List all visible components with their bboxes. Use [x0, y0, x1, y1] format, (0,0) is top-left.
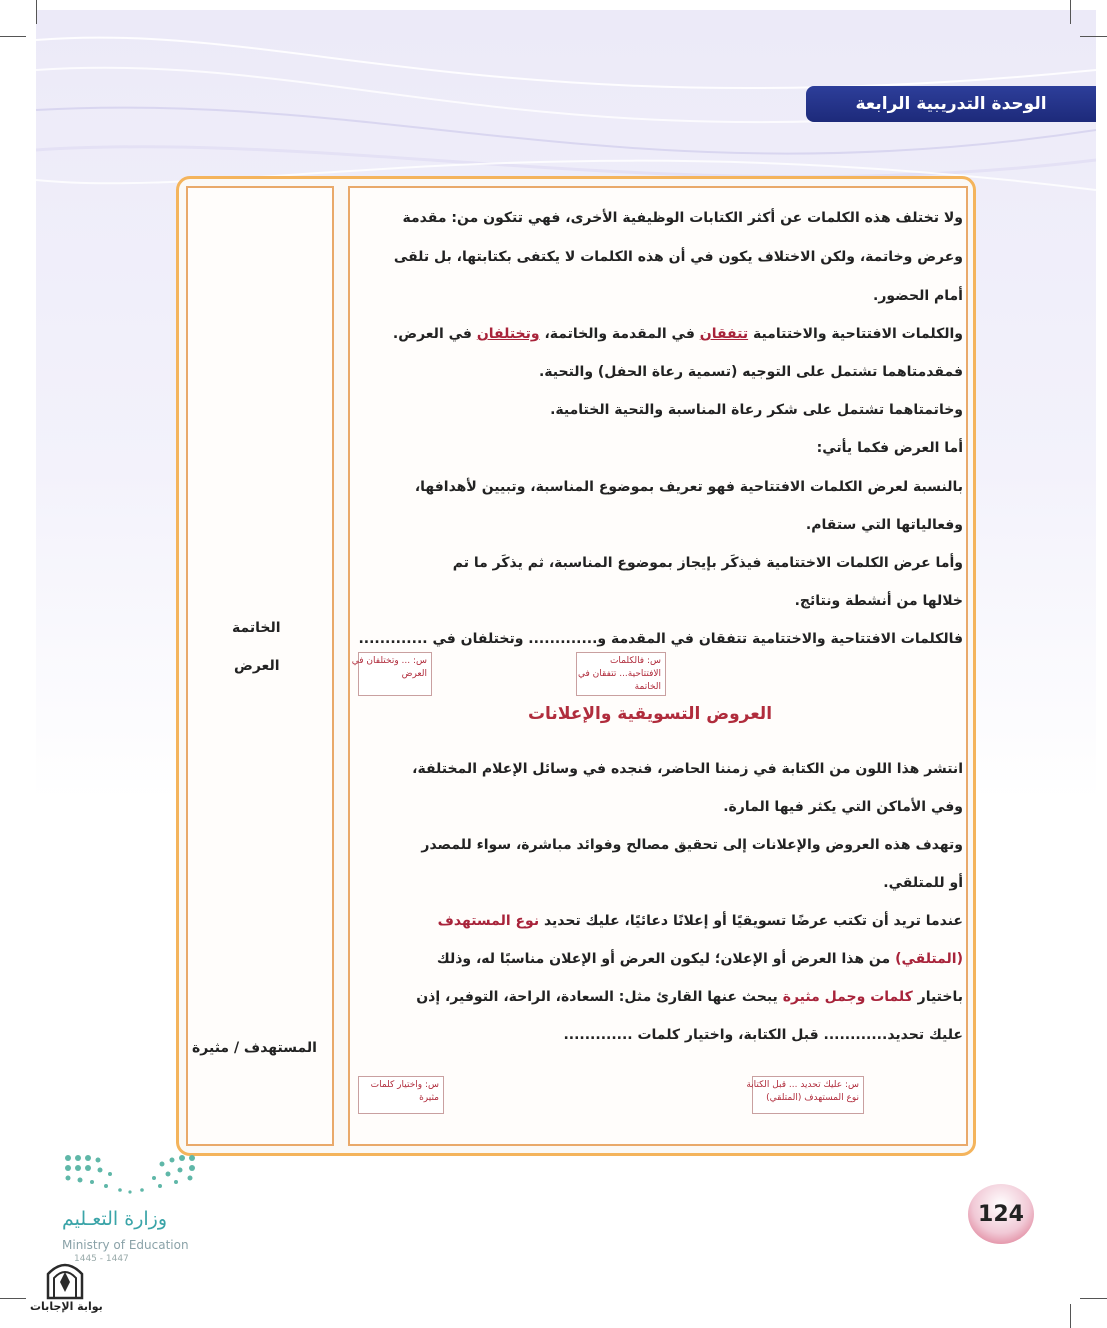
crop-mark	[1080, 1298, 1107, 1299]
exercise-line: عليك تحديد............ قبل الكتابة، واختيار كلمات .............	[563, 1027, 963, 1043]
text-line: ولا تختلف هذه الكلمات عن أكثر الكتابات الوظيفية الأخرى، فهي تتكون من: مقدمة	[402, 210, 963, 226]
note-line: مثيرة	[419, 1093, 439, 1103]
ministry-name-english: Ministry of Education	[62, 1238, 189, 1252]
text-span: باختيار	[912, 989, 963, 1005]
crop-mark	[1070, 1304, 1071, 1328]
text-line: وفعالياتها التي ستقام.	[805, 517, 963, 533]
text-line: فمقدمتاهما تشتمل على التوجيه (تسمية رعاة الحفل) والتحية.	[538, 364, 963, 380]
text-span: عندما تريد أن تكتب عرضًا تسويقيًا أو إعلانًا دعائيًا، عليك تحديد	[539, 913, 963, 929]
crop-mark	[0, 36, 26, 37]
text-line: انتشر هذا اللون من الكتابة في زمننا الحاضر، فنجده في وسائل الإعلام المختلفة،	[412, 761, 963, 777]
note-line: الافتتاحية... تتفقان في	[578, 669, 661, 679]
note-line: العرض	[401, 669, 427, 679]
answer-target: المستهدف / مثيرة	[192, 1040, 317, 1056]
answer-body: العرض	[234, 658, 280, 674]
answer-note	[746, 1076, 864, 1114]
exercise-line: فالكلمات الافتتاحية والاختتامية تتفقان في المقدمة و............. وتختلفان في .............	[358, 631, 963, 647]
answer-note	[576, 652, 666, 696]
text-line: وأما عرض الكلمات الاختتامية فيذكَر بإيجاز بموضوع المناسبة، ثم يذكَر ما تم	[452, 555, 963, 571]
text-line: وعرض وخاتمة، ولكن الاختلاف يكون في أن هذه الكلمات لا يكتفى بكتابتها، بل تلقى	[393, 249, 963, 265]
highlight-differ: وتختلفان	[476, 326, 540, 342]
unit-title: الوحدة التدريبية الرابعة	[806, 86, 1096, 122]
highlight-exciting-words: كلمات وجمل مثيرة	[782, 989, 913, 1005]
note-line: الخاتمة	[634, 682, 661, 692]
highlight-agree: تتفقان	[699, 326, 749, 342]
ministry-years: 1445 - 1447	[74, 1254, 129, 1264]
text-span: من هذا العرض أو الإعلان؛ ليكون العرض أو الإعلان مناسبًا له، وذلك	[436, 951, 896, 967]
text-span: في العرض.	[392, 326, 477, 342]
text-line: بالنسبة لعرض الكلمات الافتتاحية فهو تعريف بموضوع المناسبة، وتبيين لأهدافها،	[414, 479, 963, 495]
crop-mark	[0, 1298, 26, 1299]
note-line: نوع المستهدف (المتلقي)	[766, 1093, 859, 1103]
text-line: أو للمتلقي.	[883, 875, 963, 891]
text-line	[438, 913, 963, 929]
text-span: في المقدمة والخاتمة،	[539, 326, 700, 342]
text-span: يبحث عنها القارئ مثل: السعادة، الراحة، التوفير، إذن	[416, 989, 783, 1005]
text-line	[437, 951, 963, 967]
text-line: وفي الأماكن التي يكثر فيها المارة.	[723, 799, 963, 815]
note-line: س: فالكلمات	[609, 656, 661, 666]
text-line: وتهدف هذه العروض والإعلانات إلى تحقيق مصالح وفوائد مباشرة، سواء للمصدر	[421, 837, 963, 853]
ministry-name-arabic: وزارة التعـليم	[62, 1208, 168, 1230]
text-line: أمام الحضور.	[873, 288, 963, 304]
page-number: 124	[968, 1184, 1034, 1244]
text-line	[393, 326, 963, 342]
ministry-logo-icon	[62, 1152, 202, 1198]
answer-note	[351, 652, 432, 696]
highlight-receiver: (المتلقي)	[895, 951, 963, 967]
answer-note	[358, 1076, 444, 1114]
portal-name: بوابة الإجابات	[30, 1300, 103, 1313]
answer-conclusion: الخاتمة	[232, 620, 281, 636]
note-line: س: عليك تحديد ... قبل الكتابة	[746, 1080, 859, 1090]
text-line: خلالها من أنشطة ونتائج.	[794, 593, 963, 609]
text-span: والكلمات الافتتاحية والاختتامية	[748, 326, 963, 342]
text-line: وخاتمتاهما تشتمل على شكر رعاة المناسبة والتحية الختامية.	[550, 402, 963, 418]
text-line	[416, 989, 963, 1005]
text-line: أما العرض فكما يأتي:	[816, 440, 963, 456]
note-line: س: ... وتختلفان في	[351, 656, 427, 666]
section-heading: العروض التسويقية والإعلانات	[527, 704, 773, 724]
portal-logo-icon	[44, 1256, 86, 1300]
highlight-target: نوع المستهدف	[437, 913, 540, 929]
note-line: س: واختيار كلمات	[370, 1080, 439, 1090]
